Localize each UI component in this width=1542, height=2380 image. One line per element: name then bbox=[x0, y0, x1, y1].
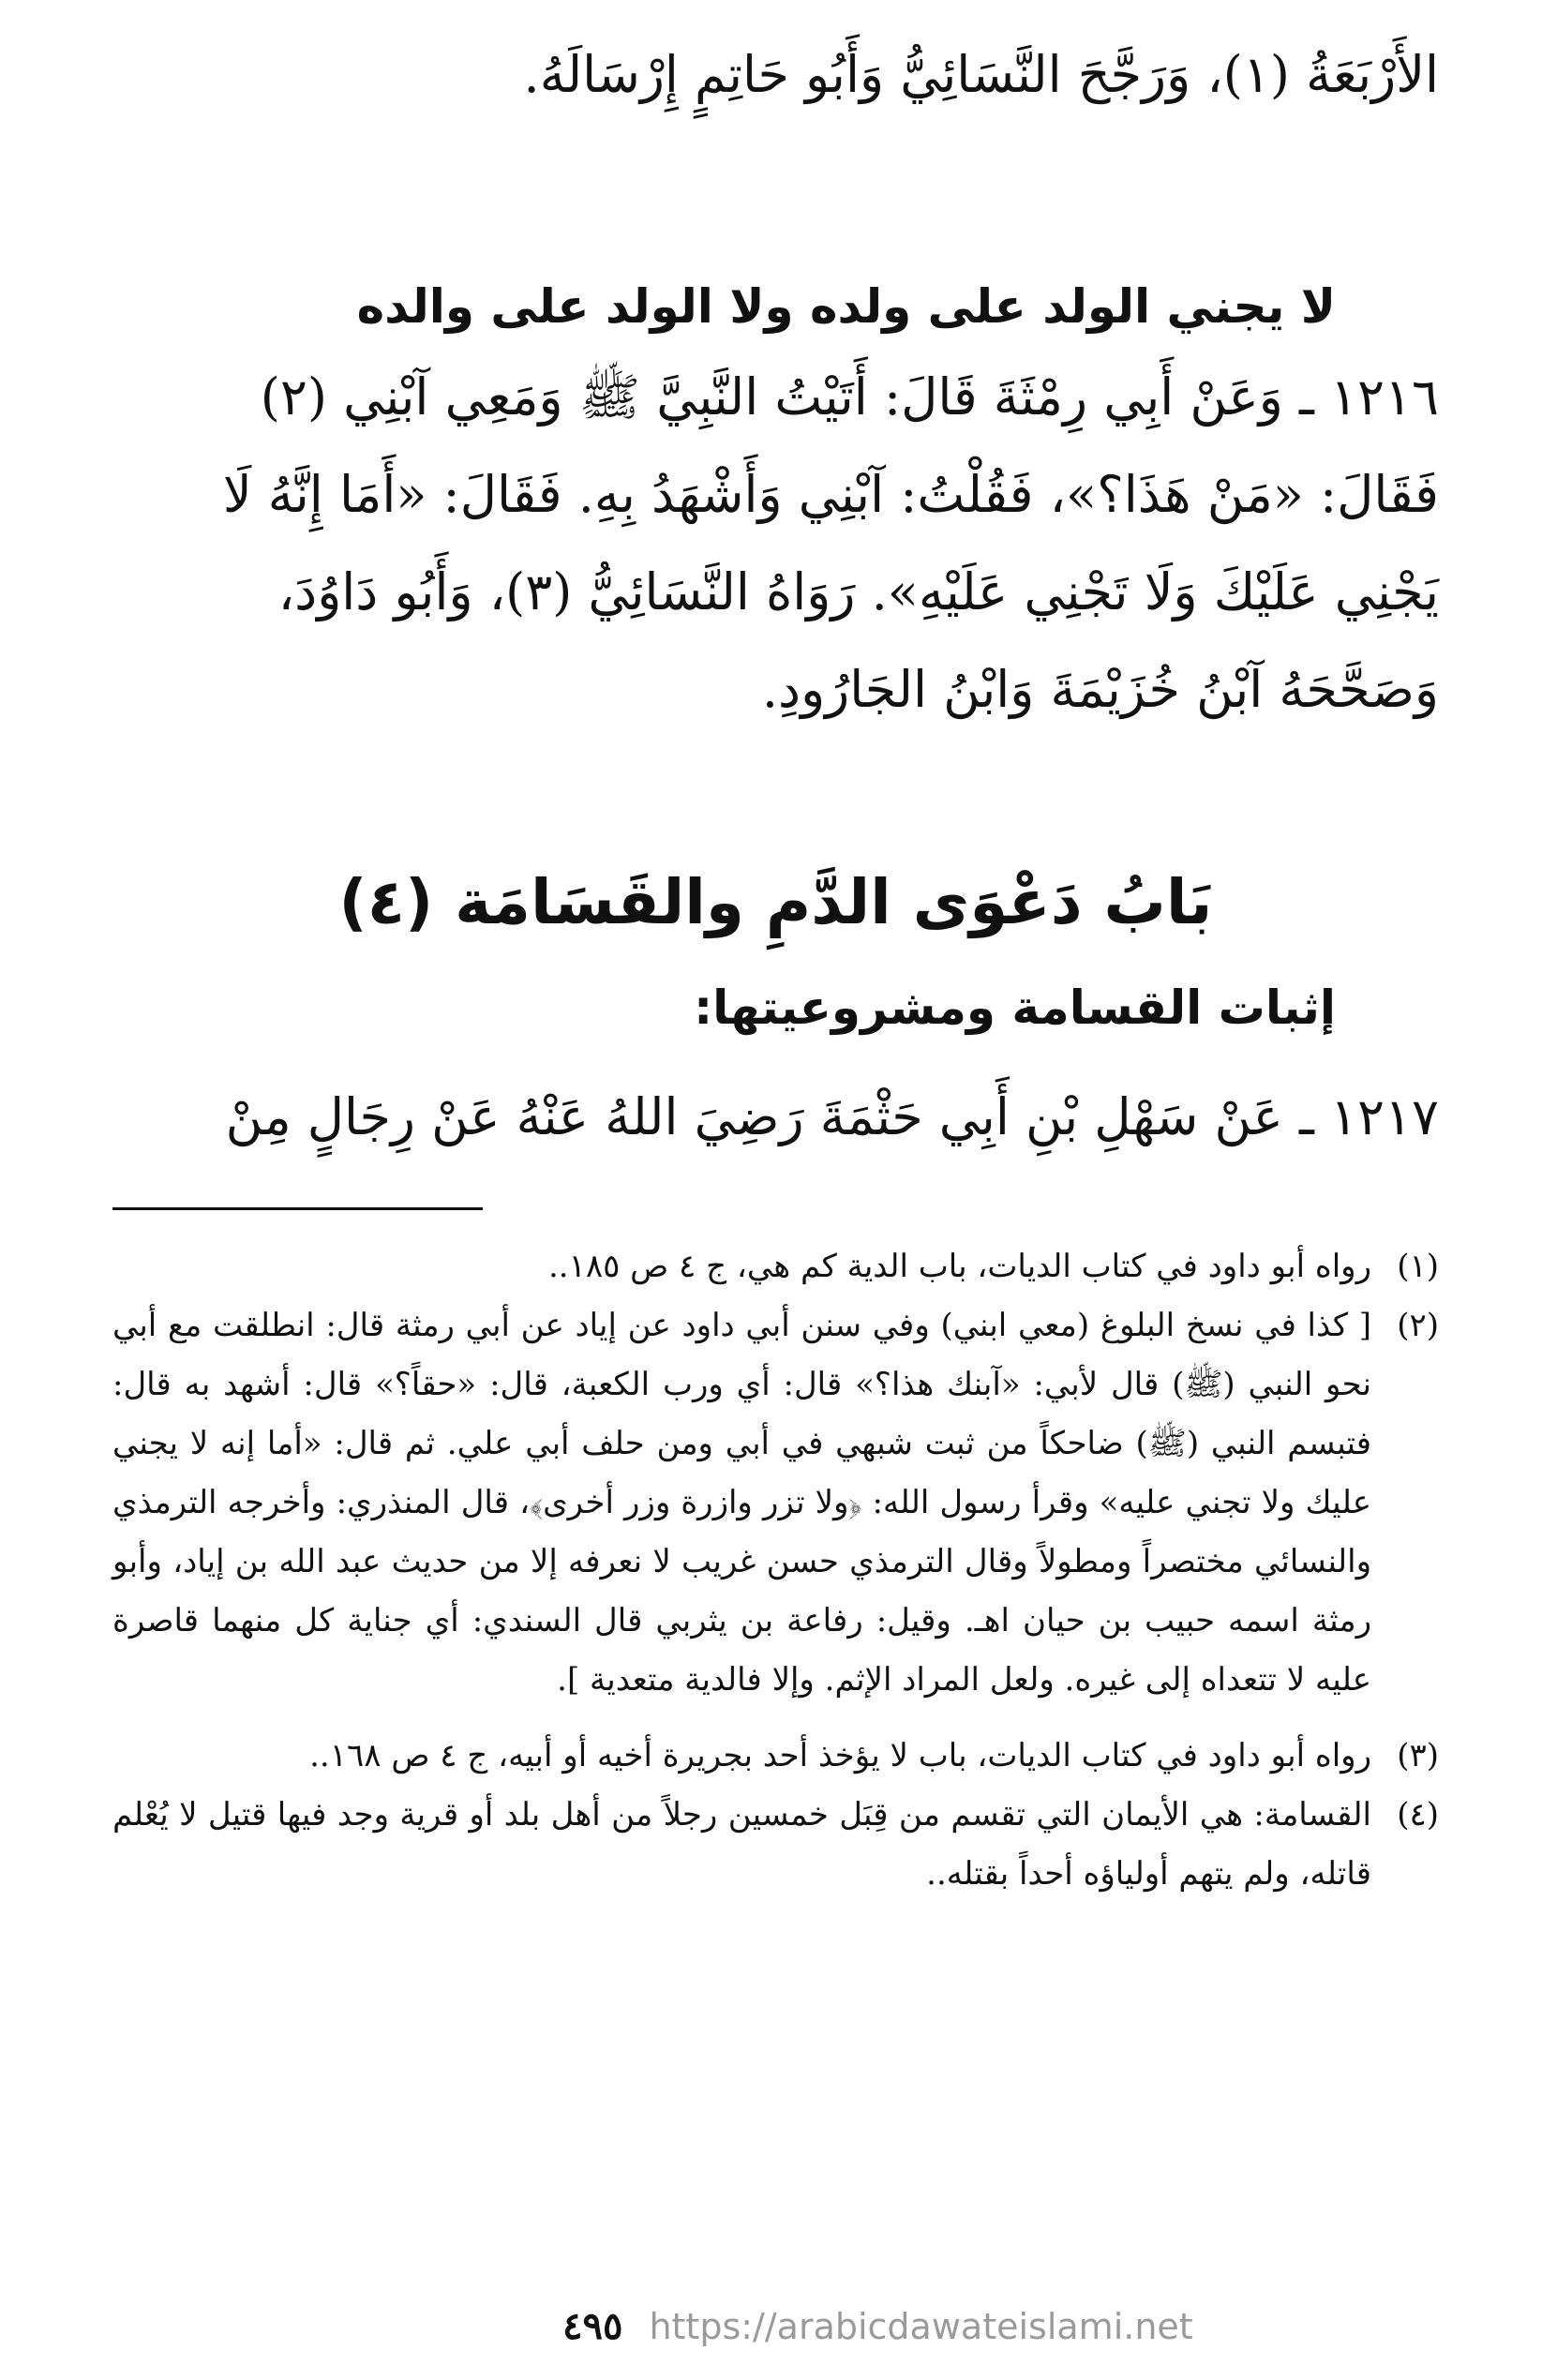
page-footer bbox=[562, 2304, 1193, 2360]
footnote bbox=[112, 1296, 1439, 1710]
hadith-1216 bbox=[112, 349, 1439, 739]
hadith-1217: ١٢١٧ ـ عَنْ سَهْلِ بْنِ أَبِي حَثْمَةَ رَضِيَ اللهُ عَنْهُ عَنْ رِجَالٍ مِنْ bbox=[225, 1087, 1439, 1146]
section-heading: لا يجني الولد على ولده ولا الولد على والده bbox=[356, 279, 1336, 334]
hadith-line: فَقَالَ: «مَنْ هَذَا؟»، فَقُلْتُ: آبْنِي وَأَشْهَدُ بِهِ. فَقَالَ: «أَمَا إِنَّهُ لَا bbox=[222, 465, 1439, 524]
footnote-number: (٢) bbox=[1397, 1307, 1439, 1344]
subheading: إثبات القسامة ومشروعيتها: bbox=[694, 980, 1336, 1035]
hadith-line: وَصَحَّحَهُ آبْنُ خُزَيْمَةَ وَابْنُ الجَارُودِ. bbox=[761, 660, 1439, 719]
footnote-text: رواه أبو داود في كتاب الديات، باب لا يؤخذ أحد بجريرة أخيه أو أبيه، ج ٤ ص ١٦٨.. bbox=[309, 1737, 1371, 1774]
footnote bbox=[112, 1786, 1439, 1904]
footnote-text: [ كذا في نسخ البلوغ (معي ابني) وفي سنن أبي داود عن إياد عن أبي رمثة قال: انطلقت مع أبي نحو النبي (ﷺ) قال لأبي: «آبنك هذا؟» قال: أي ورب الكعبة، قال: «حقاً؟» قال: أشهد به قال: فتبسم النبي (ﷺ) ضاحكاً من ثبت شبهي في أبي ومن حلف أبي علي. ثم قال: «أما إنه لا يجني عليك ولا تجني عليه» وقرأ رسول الله: ﴿ولا تزر وازرة وزر أخرى﴾، قال المنذري: وأخرجه الترمذي والنسائي مختصراً ومطولاً وقال الترمذي حسن غريب لا نعرفه إلا من حديث عبد الله بن إياد، وأبو رمثة اسمه حبيب بن حيان اهـ. وقيل: رفاعة بن يثربي قال السندي: أي جناية كل منهما قاصرة عليه لا تتعداه إلى غيره. ولعل المراد الإثم. وإلا فالدية متعدية ]. bbox=[112, 1307, 1371, 1699]
footnote bbox=[112, 1727, 1439, 1786]
footnote-separator bbox=[112, 1207, 483, 1210]
hadith-line: يَجْنِي عَلَيْكَ وَلَا تَجْنِي عَلَيْهِ». رَوَاهُ النَّسَائِيُّ (٣)، وَأَبُو دَاوُدَ، bbox=[277, 562, 1439, 621]
footnote-text: القسامة: هي الأيمان التي تقسم من قِبَل خمسين رجلاً من أهل بلد أو قرية وجد فيها قتيل لا يُعْلم قاتله، ولم يتهم أولياؤه أحداً بقتله.. bbox=[112, 1796, 1371, 1893]
page-number: ٤٩٥ bbox=[562, 2304, 623, 2348]
footnote bbox=[112, 1237, 1439, 1296]
continuation-line: الأَرْبَعَةُ (١)، وَرَجَّحَ النَّسَائِيُّ وَأَبُو حَاتِمٍ إِرْسَالَهُ. bbox=[523, 45, 1439, 104]
watermark-url: https://arabicdawateislami.net bbox=[649, 2306, 1193, 2347]
hadith-line: ١٢١٦ ـ وَعَنْ أَبِي رِمْثَةَ قَالَ: أَتَيْتُ النَّبِيَّ ﷺ وَمَعِي آبْنِي (٢) bbox=[260, 367, 1439, 427]
footnote-number: (٣) bbox=[1397, 1737, 1439, 1774]
footnote-number: (١) bbox=[1397, 1248, 1439, 1285]
footnotes bbox=[112, 1237, 1439, 1904]
footnote-text: رواه أبو داود في كتاب الديات، باب الدية كم هي، ج ٤ ص ١٨٥.. bbox=[547, 1248, 1371, 1285]
chapter-title: بَابُ دَعْوَى الدَّمِ والقَسَامَة (٤) bbox=[338, 866, 1213, 938]
footnote-number: (٤) bbox=[1397, 1796, 1439, 1834]
